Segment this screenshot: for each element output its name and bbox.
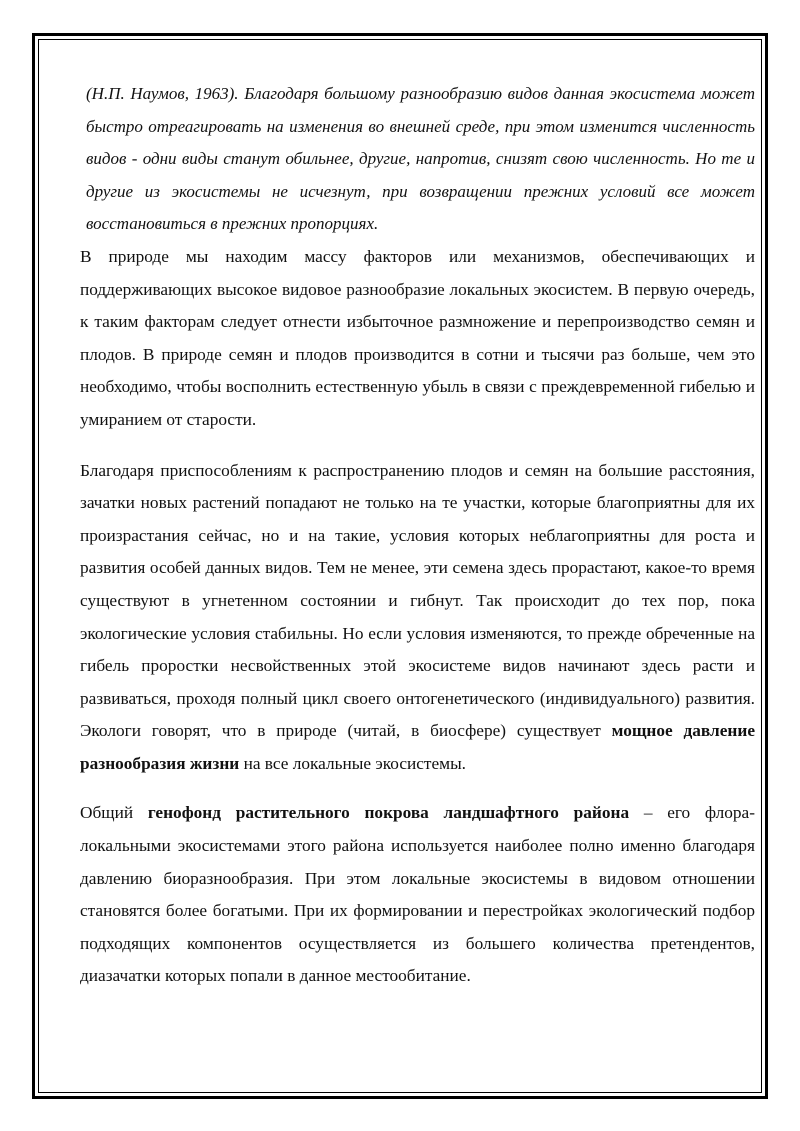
paragraph-gene-pool-text: – его флора-локальными экосистемами этого района используется наиболее полно именно благодаря давлению биоразнообразия. При этом локальные экосистемы в видовом отношении становятся более богатыми. При их формировании и перестройках экологический подбор подходящих компонентов осуществляется из большего количества претендентов, диазачатки которых попали в данное местообитание. bbox=[80, 803, 755, 986]
paragraph-seed-dispersal bbox=[80, 455, 755, 781]
italic-quote-paragraph: (Н.П. Наумов, 1963). Благодаря большому разнообразию видов данная экосистема может быстро отреагировать на изменения во внешней среде, при этом изменится численность видов - одни виды станут обильнее, другие, напротив, снизят свою численность. Но те и другие из экосистемы не исчезнут, при возвращении прежних условий все может восстановиться в прежних пропорциях. bbox=[86, 84, 755, 234]
bold-term-gene-pool: генофонд растительного покрова ландшафтного района bbox=[147, 803, 630, 823]
page-content bbox=[80, 78, 755, 1078]
paragraph-factors: В природе мы находим массу факторов или механизмов, обеспечивающих и поддерживающих высокое видовое разнообразие локальных экосистем. В первую очередь, к таким факторам следует отнести избыточное размножение и перепроизводство семян и плодов. В природе семян и плодов производится в сотни и тысячи раз больше, чем это необходимо, чтобы восполнить естественную убыль в связи с преждевременной гибелью и умиранием от старости. bbox=[80, 246, 755, 429]
paragraph-seed-dispersal-end: на все локальные экосистемы. bbox=[239, 753, 466, 773]
paragraph-gene-pool-start: Общий bbox=[80, 803, 148, 823]
paragraph-seed-dispersal-text: Благодаря приспособлениям к распространению плодов и семян на большие расстояния, зачатки новых растений попадают не только на те участки, которые благоприятны для их произрастания сейчас, но и на такие, условия которых неблагоприятны для роста и развития особей данных видов. Тем не менее, эти семена здесь прорастают, какое-то время существуют в угнетенном состоянии и гибнут. Так происходит до тех пор, пока экологические условия стабильны. Но если условия изменяются, то прежде обреченные на гибель проростки несвойственных этой экосистеме видов начинают здесь расти и развиваться, проходя полный цикл своего онтогенетического (индивидуального) развития. Экологи говорят, что в природе (читай, в биосфере) существует bbox=[80, 460, 755, 741]
bold-term-diversity-pressure: мощное давление разнообразия жизни bbox=[80, 721, 755, 773]
paragraph-gene-pool bbox=[80, 797, 755, 993]
